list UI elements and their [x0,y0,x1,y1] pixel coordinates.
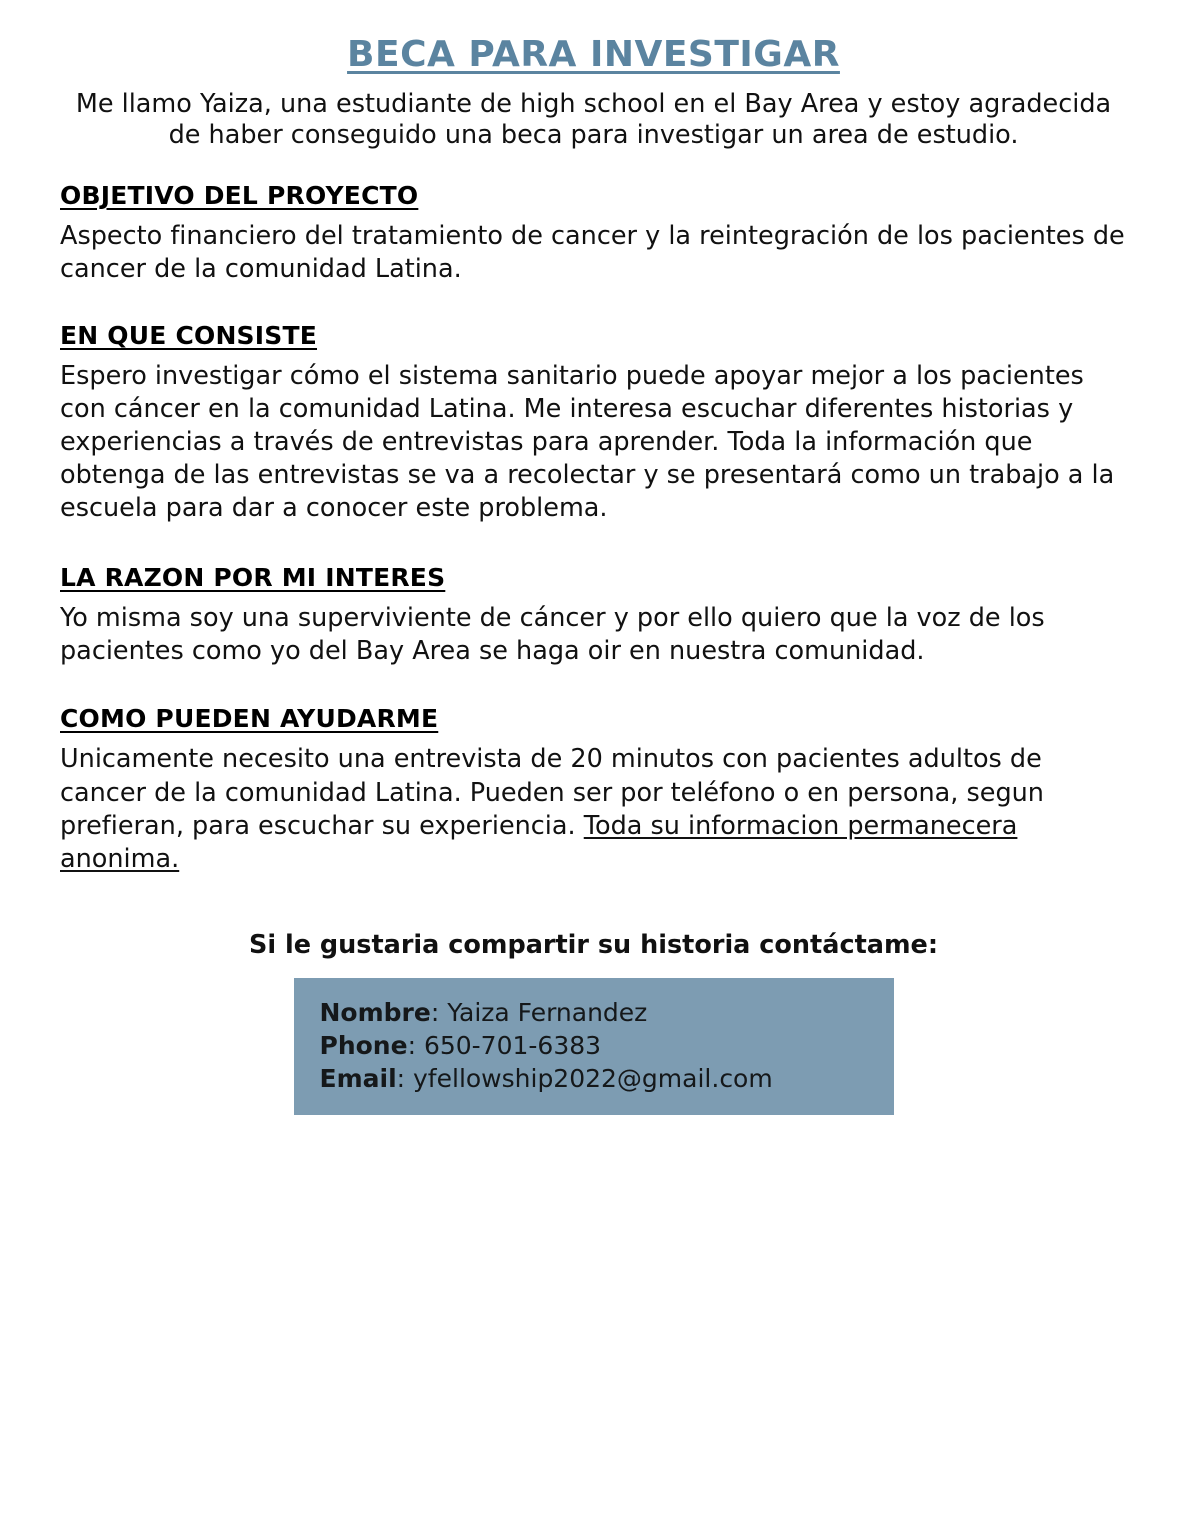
section-heading-en-que-consiste: EN QUE CONSISTE [60,320,318,350]
section-heading-como-pueden-ayudarme: COMO PUEDEN AYUDARME [60,704,439,734]
contact-phone-line[interactable]: Phone: 650-701-6383 [319,1031,602,1061]
section-como-pueden-ayudarme [56,704,1131,876]
contact-call-to-action: Si le gustaria compartir su historia contáctame: [248,930,939,961]
ayuda-text-plain: Unicamente necesito una entrevista de 20 minutos con pacientes adultos de cancer de la comunidad Latina. Pueden ser por teléfono o en persona, segun prefieran, para escuchar su experiencia. [60,744,1044,841]
section-body-como-pueden-ayudarme [60,743,1131,876]
contact-email-line[interactable]: Email: yfellowship2022@gmail.com [319,1064,773,1094]
contact-name-value: Yaiza Fernandez [447,998,648,1028]
ayuda-text-underlined: Toda su informacion permanecera anonima. [60,810,1018,874]
contact-email-value[interactable]: yfellowship2022@gmail.com [413,1064,773,1094]
contact-name-line: Nombre: Yaiza Fernandez [319,998,648,1028]
intro-paragraph: Me llamo Yaiza, una estudiante de high school en el Bay Area y estoy agradecida de haber conseguido una beca para investigar un area de estudio. [75,89,1112,151]
section-body-en-que-consiste: Espero investigar cómo el sistema sanitario puede apoyar mejor a los pacientes con cáncer en la comunidad Latina. Me interesa escuchar diferentes historias y experiencias a través de entrevistas para aprender. Toda la información que obtenga de las entrevistas se va a recolectar y se presentará como un trabajo a la escuela para dar a conocer este problema. [60,360,1115,524]
page-title: BECA PARA INVESTIGAR [347,34,840,75]
section-heading-la-razon: LA RAZON POR MI INTERES [60,563,446,593]
section-body-la-razon: Yo misma soy una superviviente de cáncer y por ello quiero que la voz de los pacientes como yo del Bay Area se haga oir en nuestra comunidad. [60,603,1045,667]
contact-email-label: Email [319,1064,397,1094]
section-en-que-consiste [56,321,1131,526]
section-body-objetivo: Aspecto financiero del tratamiento de cancer y la reintegración de los pacientes de cancer de la comunidad Latina. [60,221,1125,285]
contact-phone-value[interactable]: 650-701-6383 [423,1031,602,1061]
contact-phone-label: Phone [319,1031,408,1061]
contact-name-label: Nombre [319,998,431,1028]
section-la-razon [56,563,1131,668]
contact-card [294,978,894,1115]
section-heading-objetivo: OBJETIVO DEL PROYECTO [60,181,419,211]
section-objetivo [56,181,1131,286]
